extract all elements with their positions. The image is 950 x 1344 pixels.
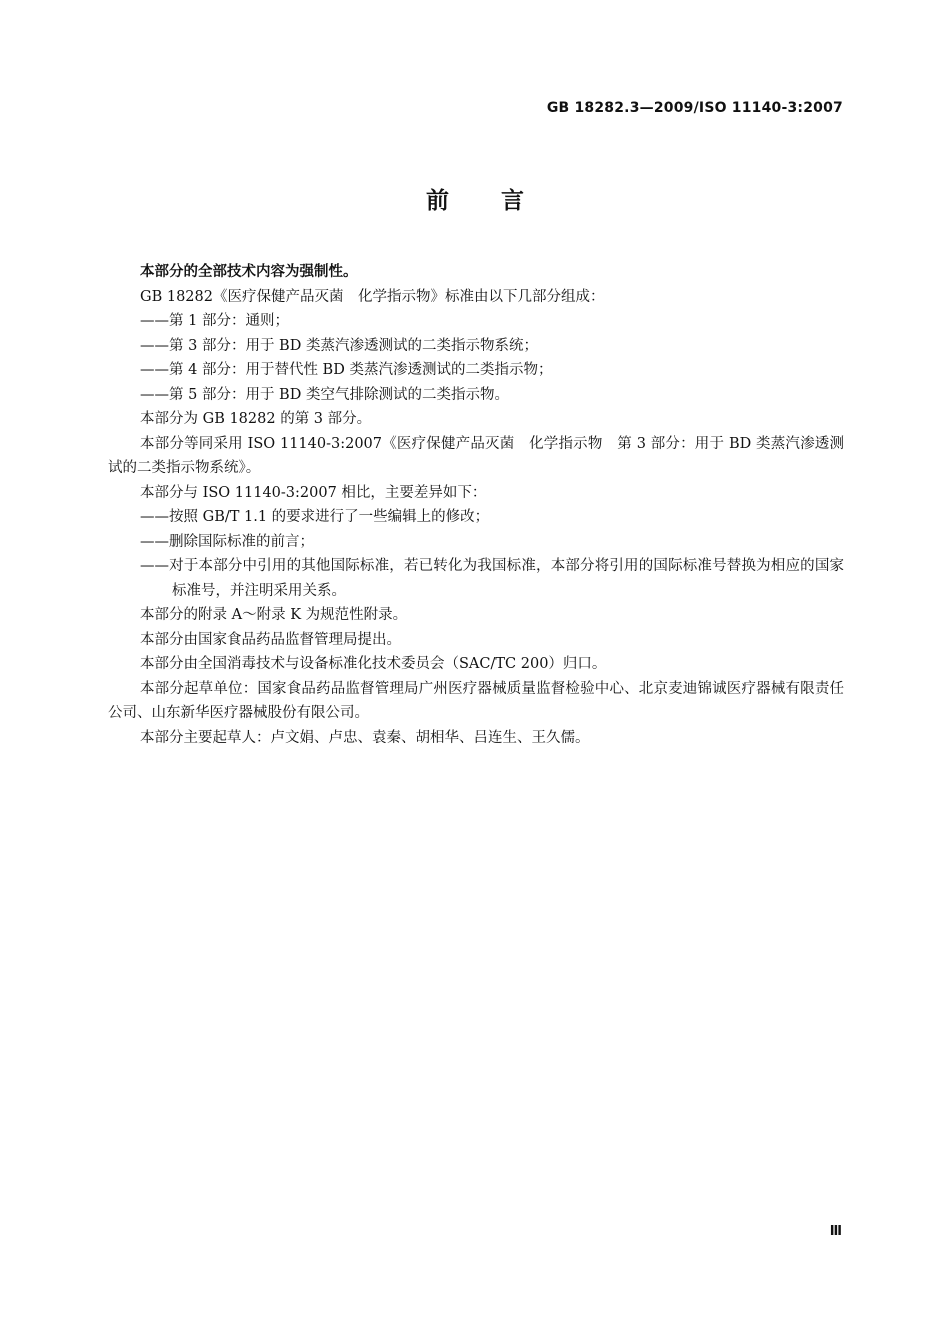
drafters-statement: 本部分主要起草人：卢文娟、卢忠、袁秦、胡相华、吕连生、王久儒。 xyxy=(140,729,590,746)
difference-item: ——对于本部分中引用的其他国际标准，若已转化为我国标准，本部分将引用的国际标准号替换为相应的国家标准号，并注明采用关系。 xyxy=(140,558,844,599)
proposer-statement: 本部分由国家食品药品监督管理局提出。 xyxy=(140,631,401,648)
page-number: Ⅲ xyxy=(829,1224,842,1239)
this-part-statement: 本部分为 GB 18282 的第 3 部分。 xyxy=(140,411,372,427)
difference-item: ——按照 GB/T 1.1 的要求进行了一些编辑上的修改； xyxy=(140,509,490,525)
part-list-item: ——第 4 部分：用于替代性 BD 类蒸汽渗透测试的二类指示物； xyxy=(140,362,553,378)
composition-intro: GB 18282《医疗保健产品灭菌 化学指示物》标准由以下几部分组成： xyxy=(140,288,605,305)
mandatory-statement: 本部分的全部技术内容为强制性。 xyxy=(140,264,358,280)
part-list-item: ——第 1 部分：通则； xyxy=(140,313,289,329)
annex-statement: 本部分的附录 A～附录 K 为规范性附录。 xyxy=(140,607,408,623)
adoption-statement: 本部分等同采用 ISO 11140-3:2007《医疗保健产品灭菌 化学指示物 第 3 部分：用于 BD 类蒸汽渗透测试的二类指示物系统》。 xyxy=(108,435,844,476)
foreword-body xyxy=(108,260,844,750)
part-list-item: ——第 5 部分：用于 BD 类空气排除测试的二类指示物。 xyxy=(140,386,509,403)
differences-intro: 本部分与 ISO 11140-3:2007 相比，主要差异如下： xyxy=(140,484,487,501)
page-title: 前言 xyxy=(426,188,576,214)
standard-code-header: GB 18282.3—2009/ISO 11140-3:2007 xyxy=(546,100,843,116)
difference-item: ——删除国际标准的前言； xyxy=(140,533,314,550)
drafting-units-statement: 本部分起草单位：国家食品药品监督管理局广州医疗器械质量监督检验中心、北京麦迪锦诚医疗器械有限责任公司、山东新华医疗器械股份有限公司。 xyxy=(108,680,844,721)
part-list-item: ——第 3 部分：用于 BD 类蒸汽渗透测试的二类指示物系统； xyxy=(140,337,538,354)
committee-statement: 本部分由全国消毒技术与设备标准化技术委员会（SAC/TC 200）归口。 xyxy=(140,656,607,672)
